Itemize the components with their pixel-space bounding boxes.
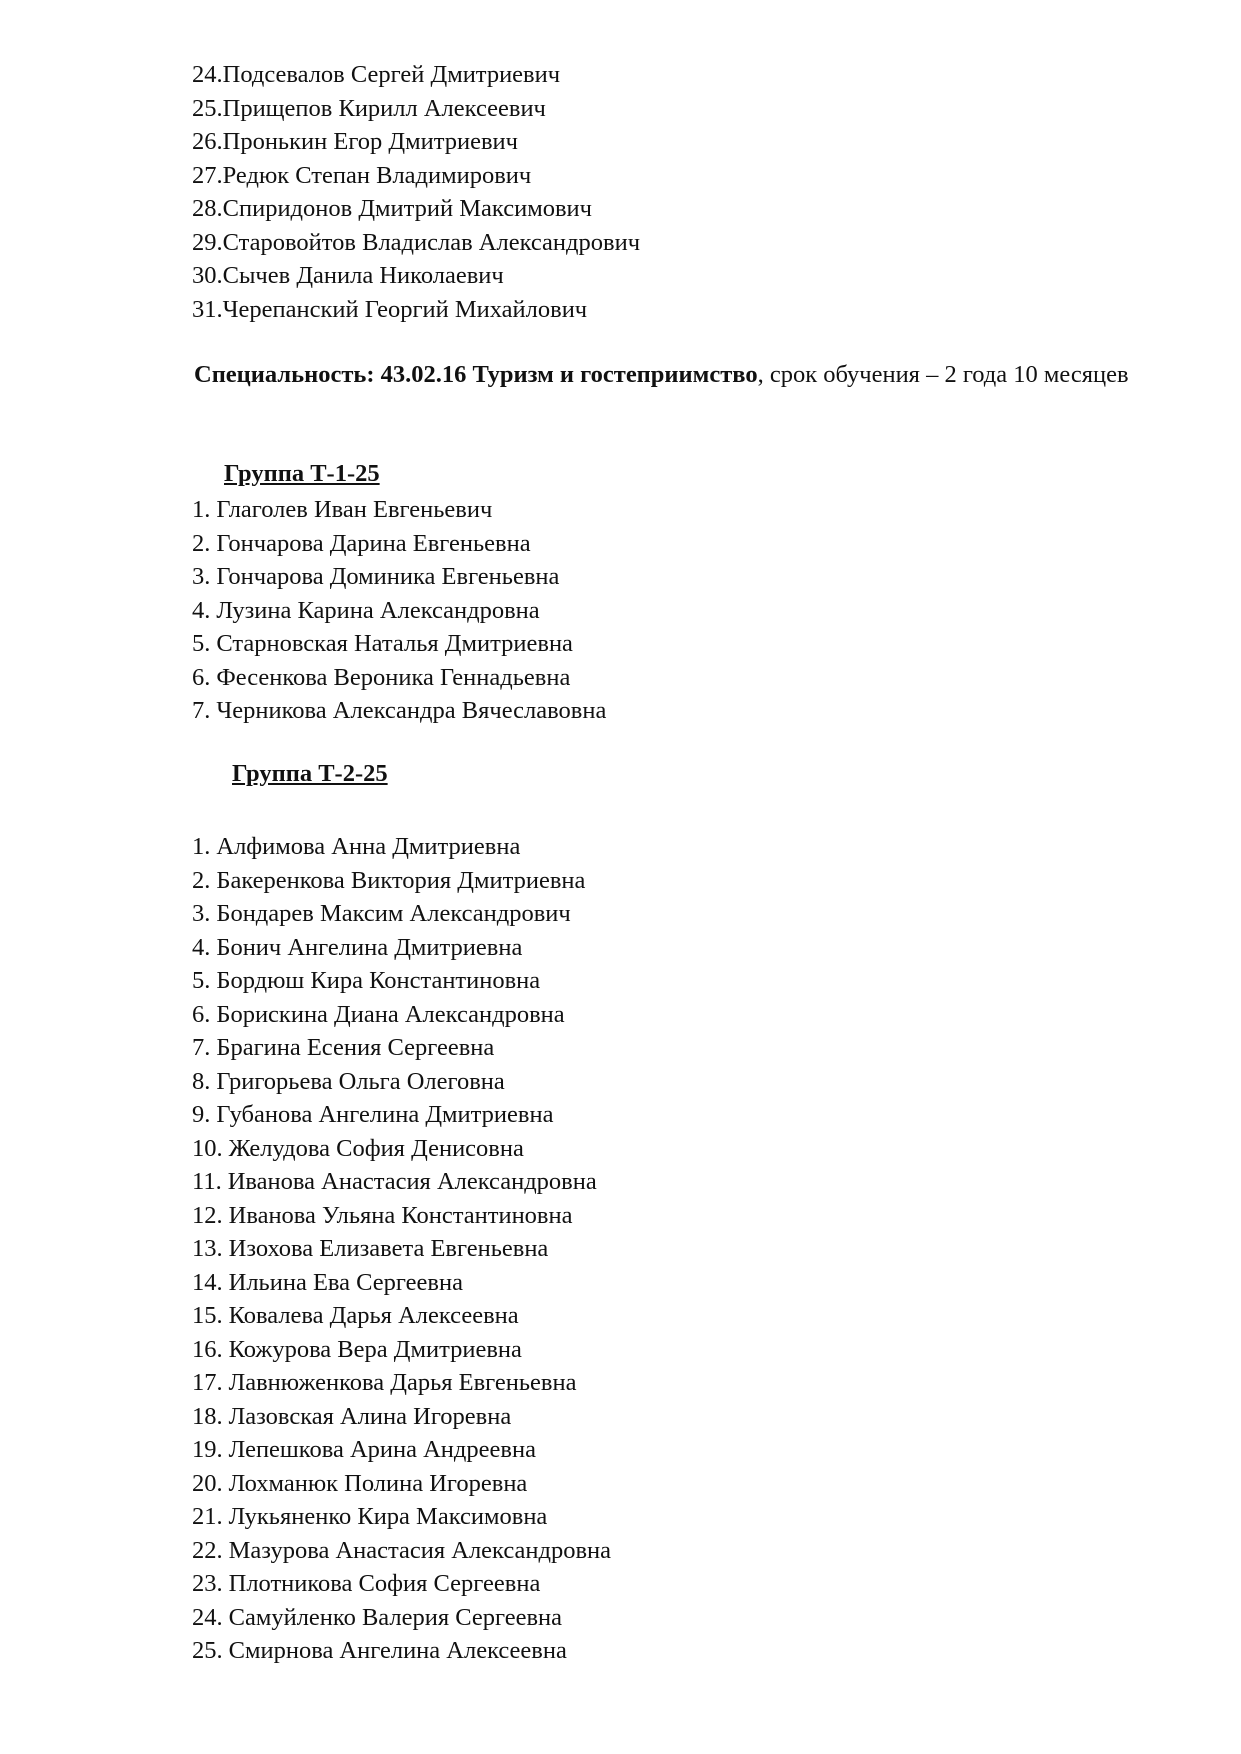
student-name: Лепешкова Арина Андреевна — [228, 1436, 536, 1463]
item-number: 4. — [192, 933, 211, 961]
student-name: Григорьева Ольга Олеговна — [216, 1067, 505, 1095]
specialty-duration: , срок обучения – 2 года 10 месяцев — [757, 361, 1129, 388]
student-name: Изохова Елизавета Евгеньевна — [228, 1235, 549, 1262]
list-item — [192, 1534, 611, 1568]
item-number: 22. — [192, 1536, 223, 1564]
student-name: Ильина Ева Сергеевна — [228, 1268, 463, 1296]
list-item — [192, 1467, 611, 1501]
item-number: 9. — [192, 1101, 211, 1128]
student-name: Борискина Диана Александровна — [216, 1000, 565, 1028]
item-number: 25. — [192, 94, 223, 122]
list-item — [192, 159, 640, 193]
student-name: Прищепов Кирилл Алексеевич — [222, 94, 546, 122]
student-name: Бордюш Кира Константиновна — [216, 967, 541, 994]
item-number: 21. — [192, 1503, 223, 1530]
list-item — [192, 1098, 611, 1132]
student-name: Плотникова София Сергеевна — [228, 1570, 541, 1597]
student-name: Бакеренкова Виктория Дмитриевна — [216, 866, 586, 894]
item-number: 18. — [192, 1402, 223, 1430]
list-item — [192, 1500, 611, 1534]
item-number: 3. — [192, 563, 211, 590]
student-name: Спиридонов Дмитрий Максимович — [222, 195, 592, 222]
item-number: 1. — [192, 496, 211, 523]
student-name: Лохманюк Полина Игоревна — [228, 1469, 528, 1497]
item-number: 20. — [192, 1469, 223, 1497]
student-name: Старновская Наталья Дмитриевна — [216, 630, 573, 657]
student-name: Самуйленко Валерия Сергеевна — [228, 1603, 563, 1631]
item-number: 26. — [192, 128, 223, 155]
item-number: 16. — [192, 1335, 223, 1363]
list-item — [192, 864, 611, 898]
list-item — [192, 293, 640, 327]
list-item — [192, 259, 640, 293]
list-item — [192, 830, 611, 864]
specialty-label: Специальность: 43.02.16 Туризм и гостеприимство — [194, 361, 758, 388]
item-number: 2. — [192, 529, 211, 557]
list-item — [192, 1031, 611, 1065]
student-name: Сычев Данила Николаевич — [222, 262, 504, 289]
group-title-t-1-25: Группа Т-1-25 — [224, 460, 380, 487]
list-item — [192, 1299, 611, 1333]
item-number: 7. — [192, 697, 211, 724]
student-name: Старовойтов Владислав Александрович — [222, 228, 641, 256]
item-number: 6. — [192, 663, 211, 691]
student-name: Ковалева Дарья Алексеевна — [228, 1302, 519, 1329]
student-name: Иванова Ульяна Константиновна — [228, 1201, 573, 1229]
student-name: Брагина Есения Сергеевна — [216, 1034, 495, 1061]
continued-student-list — [192, 58, 640, 326]
list-item — [192, 493, 606, 527]
item-number: 7. — [192, 1034, 211, 1061]
item-number: 4. — [192, 596, 211, 624]
item-number: 5. — [192, 967, 211, 994]
list-item — [192, 1266, 611, 1300]
student-name: Глаголев Иван Евгеньевич — [216, 496, 493, 523]
group-t-2-25-list — [192, 830, 611, 1668]
list-item — [192, 1567, 611, 1601]
student-name: Лузина Карина Александровна — [216, 596, 540, 624]
list-item — [192, 192, 640, 226]
list-item — [192, 1433, 611, 1467]
item-number: 31. — [192, 295, 223, 323]
list-item — [192, 1366, 611, 1400]
student-name: Иванова Анастасия Александровна — [227, 1168, 597, 1195]
student-name: Гончарова Доминика Евгеньевна — [216, 563, 560, 590]
list-item — [192, 594, 606, 628]
list-item — [192, 998, 611, 1032]
item-number: 5. — [192, 630, 211, 657]
list-item — [192, 560, 606, 594]
item-number: 17. — [192, 1369, 223, 1396]
list-item — [192, 1199, 611, 1233]
student-name: Пронькин Егор Дмитриевич — [222, 128, 518, 155]
list-item — [192, 92, 640, 126]
list-item — [192, 1400, 611, 1434]
item-number: 25. — [192, 1637, 223, 1664]
list-item — [192, 1232, 611, 1266]
item-number: 28. — [192, 195, 223, 222]
list-item — [192, 1333, 611, 1367]
list-item — [192, 226, 640, 260]
student-name: Смирнова Ангелина Алексеевна — [228, 1637, 567, 1664]
item-number: 11. — [192, 1168, 222, 1195]
list-item — [192, 627, 606, 661]
item-number: 24. — [192, 61, 223, 88]
item-number: 24. — [192, 1603, 223, 1631]
list-item — [192, 1165, 611, 1199]
item-number: 23. — [192, 1570, 223, 1597]
group-t-1-25-list — [192, 493, 606, 728]
item-number: 30. — [192, 262, 223, 289]
item-number: 2. — [192, 866, 211, 894]
list-item — [192, 1065, 611, 1099]
list-item — [192, 964, 611, 998]
student-name: Губанова Ангелина Дмитриевна — [216, 1101, 554, 1128]
student-name: Фесенкова Вероника Геннадьевна — [216, 663, 571, 691]
list-item — [192, 661, 606, 695]
list-item — [192, 897, 611, 931]
list-item — [192, 1132, 611, 1166]
item-number: 14. — [192, 1268, 223, 1296]
student-name: Редюк Степан Владимирович — [222, 161, 532, 189]
item-number: 27. — [192, 161, 223, 189]
group-title-t-2-25: Группа Т-2-25 — [232, 760, 388, 787]
item-number: 13. — [192, 1235, 223, 1262]
item-number: 15. — [192, 1302, 223, 1329]
student-name: Алфимова Анна Дмитриевна — [216, 833, 521, 860]
list-item — [192, 58, 640, 92]
item-number: 12. — [192, 1201, 223, 1229]
student-name: Мазурова Анастасия Александровна — [228, 1536, 612, 1564]
student-name: Лазовская Алина Игоревна — [228, 1402, 512, 1430]
list-item — [192, 931, 611, 965]
student-name: Черепанский Георгий Михайлович — [222, 295, 588, 323]
student-name: Лукьяненко Кира Максимовна — [228, 1503, 548, 1530]
student-name: Подсевалов Сергей Дмитриевич — [222, 61, 561, 88]
list-item — [192, 125, 640, 159]
student-name: Лавнюженкова Дарья Евгеньевна — [228, 1369, 577, 1396]
student-name: Кожурова Вера Дмитриевна — [228, 1335, 522, 1363]
item-number: 19. — [192, 1436, 223, 1463]
item-number: 8. — [192, 1067, 211, 1095]
specialty-paragraph — [120, 358, 1178, 391]
list-item — [192, 1601, 611, 1635]
student-name: Черникова Александра Вячеславовна — [216, 697, 607, 724]
item-number: 10. — [192, 1134, 223, 1162]
student-name: Желудова София Денисовна — [228, 1134, 524, 1162]
list-item — [192, 527, 606, 561]
list-item — [192, 694, 606, 728]
item-number: 6. — [192, 1000, 211, 1028]
list-item — [192, 1634, 611, 1668]
item-number: 3. — [192, 900, 211, 927]
student-name: Гончарова Дарина Евгеньевна — [216, 529, 531, 557]
item-number: 29. — [192, 228, 223, 256]
item-number: 1. — [192, 833, 211, 860]
student-name: Бондарев Максим Александрович — [216, 900, 571, 927]
student-name: Бонич Ангелина Дмитриевна — [216, 933, 523, 961]
